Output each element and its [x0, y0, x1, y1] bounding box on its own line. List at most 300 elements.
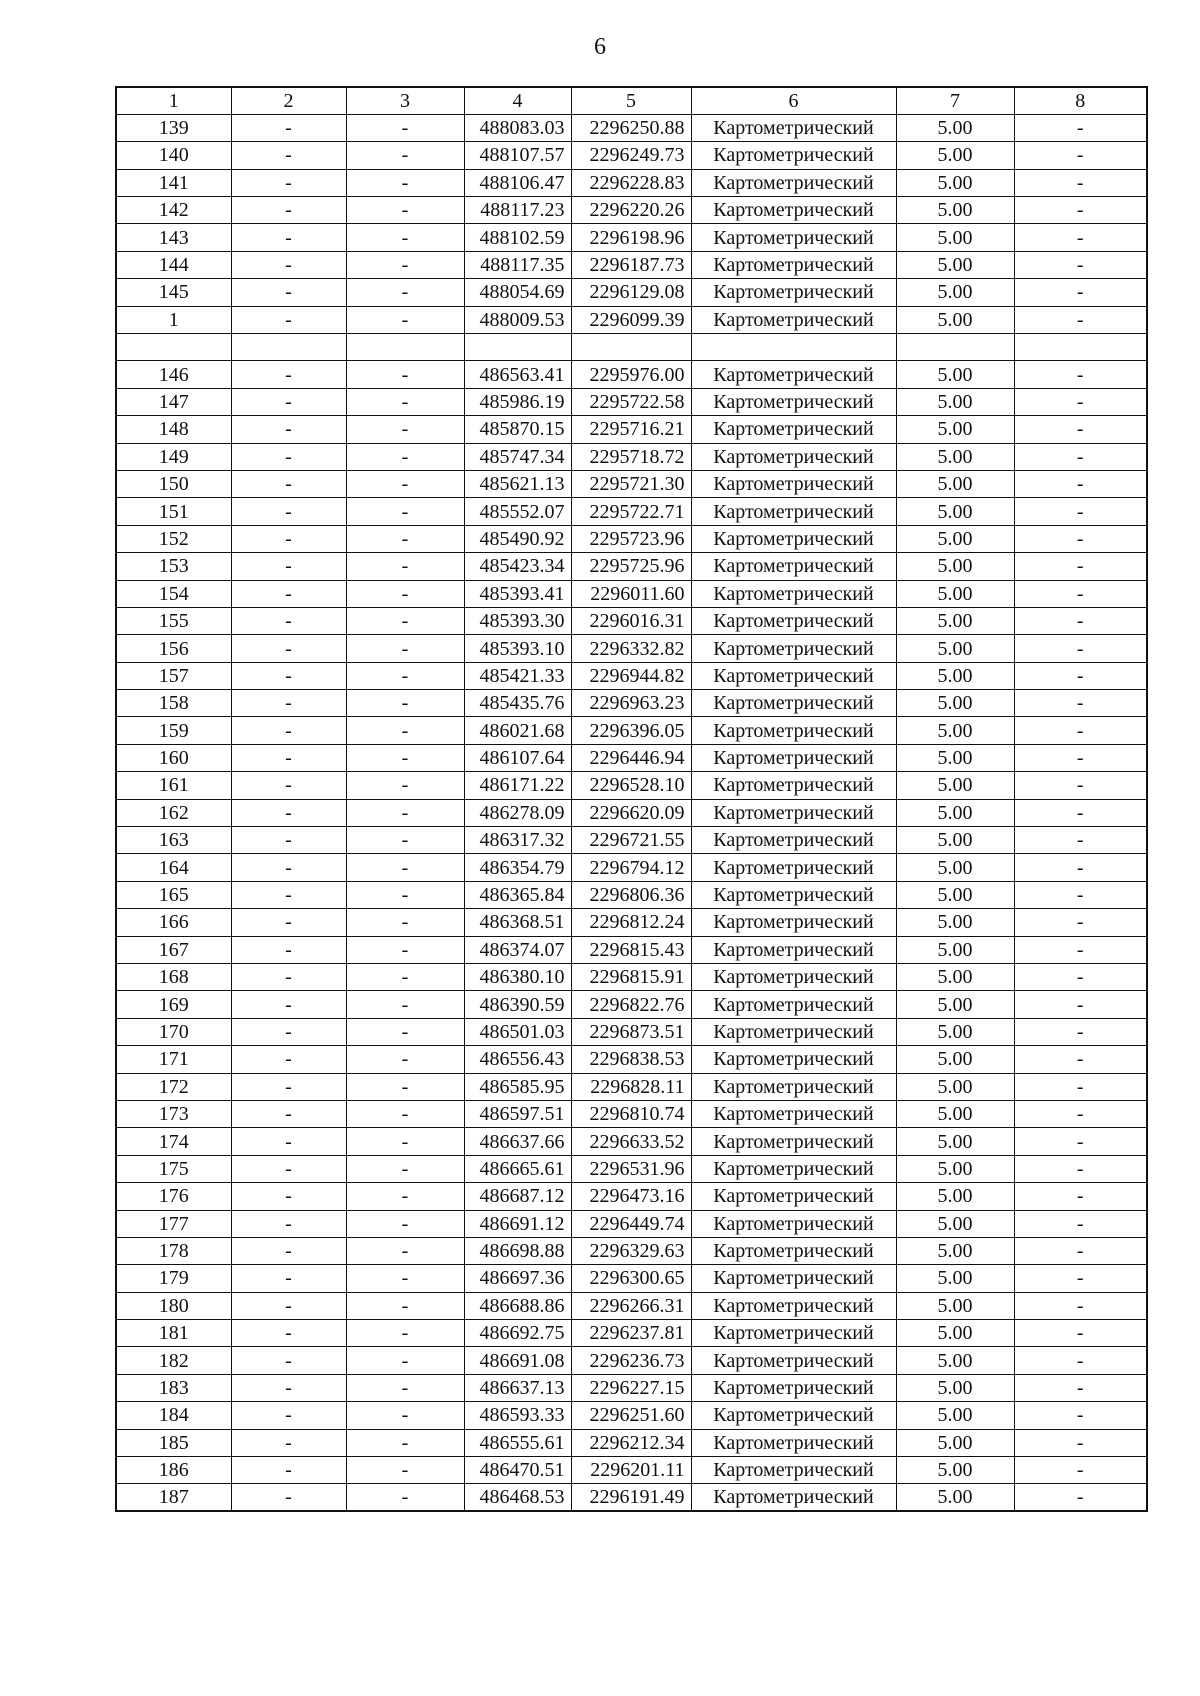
cell-col-2: -	[231, 1457, 346, 1484]
cell-point-number: 157	[116, 662, 231, 689]
header-cell-6: 6	[691, 87, 896, 114]
table-row	[116, 1265, 1147, 1292]
cell-method: Картометрический	[691, 909, 896, 936]
cell-coord-y: 2296099.39	[571, 306, 691, 333]
cell-col-2: -	[231, 580, 346, 607]
cell-accuracy: 5.00	[896, 607, 1014, 634]
cell-method: Картометрический	[691, 1484, 896, 1511]
table-row	[116, 854, 1147, 881]
cell-accuracy: 5.00	[896, 1402, 1014, 1429]
cell-coord-y: 2296016.31	[571, 607, 691, 634]
cell-coord-y: 2296531.96	[571, 1155, 691, 1182]
table-row	[116, 1100, 1147, 1127]
cell-coord-y: 2295723.96	[571, 525, 691, 552]
cell-point-number: 179	[116, 1265, 231, 1292]
cell-point-number: 169	[116, 991, 231, 1018]
cell-coord-x: 486691.12	[464, 1210, 571, 1237]
cell-col-8: -	[1014, 881, 1147, 908]
cell-accuracy: 5.00	[896, 553, 1014, 580]
cell-point-number: 143	[116, 224, 231, 251]
table-row	[116, 1347, 1147, 1374]
cell-accuracy: 5.00	[896, 881, 1014, 908]
cell-coord-y: 2296873.51	[571, 1018, 691, 1045]
cell-point-number: 155	[116, 607, 231, 634]
cell-method: Картометрический	[691, 991, 896, 1018]
header-cell-8: 8	[1014, 87, 1147, 114]
cell-accuracy: 5.00	[896, 443, 1014, 470]
table-row	[116, 1183, 1147, 1210]
cell-method: Картометрический	[691, 306, 896, 333]
cell-col-2: -	[231, 114, 346, 141]
table-row	[116, 991, 1147, 1018]
cell-point-number: 147	[116, 388, 231, 415]
cell-method: Картометрический	[691, 1402, 896, 1429]
cell-col-3: -	[346, 1320, 464, 1347]
cell-coord-y: 2295721.30	[571, 470, 691, 497]
cell-col-8: -	[1014, 662, 1147, 689]
cell-coord-x: 486691.08	[464, 1347, 571, 1374]
cell-col-3: -	[346, 1457, 464, 1484]
cell-coord-x: 488083.03	[464, 114, 571, 141]
cell-point-number: 182	[116, 1347, 231, 1374]
cell-point-number: 163	[116, 827, 231, 854]
cell-accuracy: 5.00	[896, 690, 1014, 717]
cell-coord-x: 486637.66	[464, 1128, 571, 1155]
cell-point-number: 180	[116, 1292, 231, 1319]
cell-accuracy: 5.00	[896, 635, 1014, 662]
cell-col-3: -	[346, 1046, 464, 1073]
cell-method: Картометрический	[691, 881, 896, 908]
cell-col-8: -	[1014, 1347, 1147, 1374]
cell-col-8: -	[1014, 1018, 1147, 1045]
cell-point-number: 171	[116, 1046, 231, 1073]
cell-point-number: 159	[116, 717, 231, 744]
cell-col-8: -	[1014, 717, 1147, 744]
cell-coord-y: 2296237.81	[571, 1320, 691, 1347]
cell-col-8: -	[1014, 306, 1147, 333]
cell-coord-y: 2295976.00	[571, 361, 691, 388]
cell-method: Картометрический	[691, 553, 896, 580]
cell-col-8: -	[1014, 279, 1147, 306]
cell-col-8: -	[1014, 388, 1147, 415]
cell-col-8: -	[1014, 1374, 1147, 1401]
cell-accuracy: 5.00	[896, 1484, 1014, 1511]
cell-coord-x: 485435.76	[464, 690, 571, 717]
cell-point-number: 1	[116, 306, 231, 333]
cell-coord-y: 2296806.36	[571, 881, 691, 908]
table-row	[116, 142, 1147, 169]
cell-method: Картометрический	[691, 114, 896, 141]
cell-col-2: -	[231, 1183, 346, 1210]
cell-col-8: -	[1014, 114, 1147, 141]
cell-point-number: 146	[116, 361, 231, 388]
cell-col-2: -	[231, 224, 346, 251]
cell-coord-y: 2296129.08	[571, 279, 691, 306]
cell-method: Картометрический	[691, 799, 896, 826]
cell-col-2: -	[231, 1265, 346, 1292]
cell-point-number: 152	[116, 525, 231, 552]
cell-col-8: -	[1014, 1457, 1147, 1484]
table-row	[116, 443, 1147, 470]
cell-coord-x: 486593.33	[464, 1402, 571, 1429]
cell-coord-x	[464, 334, 571, 361]
cell-col-3	[346, 334, 464, 361]
cell-point-number: 160	[116, 744, 231, 771]
cell-point-number: 153	[116, 553, 231, 580]
cell-col-2: -	[231, 690, 346, 717]
table-row	[116, 717, 1147, 744]
cell-coord-x: 486665.61	[464, 1155, 571, 1182]
cell-col-2: -	[231, 443, 346, 470]
cell-col-8: -	[1014, 224, 1147, 251]
cell-coord-y: 2296212.34	[571, 1429, 691, 1456]
cell-point-number: 165	[116, 881, 231, 908]
table-row	[116, 197, 1147, 224]
cell-col-2: -	[231, 1292, 346, 1319]
cell-coord-y: 2296011.60	[571, 580, 691, 607]
cell-col-2: -	[231, 1402, 346, 1429]
table-row	[116, 1018, 1147, 1045]
table-row	[116, 1237, 1147, 1264]
cell-col-3: -	[346, 525, 464, 552]
cell-coord-x: 486698.88	[464, 1237, 571, 1264]
table-row	[116, 498, 1147, 525]
cell-coord-x: 486374.07	[464, 936, 571, 963]
cell-coord-y: 2296332.82	[571, 635, 691, 662]
cell-col-8: -	[1014, 416, 1147, 443]
cell-col-3: -	[346, 827, 464, 854]
cell-col-8: -	[1014, 991, 1147, 1018]
table-row	[116, 306, 1147, 333]
cell-col-3: -	[346, 635, 464, 662]
cell-col-8	[1014, 334, 1147, 361]
cell-accuracy: 5.00	[896, 1210, 1014, 1237]
cell-col-3: -	[346, 772, 464, 799]
cell-col-2: -	[231, 361, 346, 388]
cell-accuracy: 5.00	[896, 854, 1014, 881]
cell-col-3: -	[346, 279, 464, 306]
table-row	[116, 881, 1147, 908]
cell-coord-x: 488102.59	[464, 224, 571, 251]
cell-col-8: -	[1014, 635, 1147, 662]
cell-point-number: 173	[116, 1100, 231, 1127]
cell-col-8: -	[1014, 744, 1147, 771]
cell-col-8: -	[1014, 443, 1147, 470]
table-row	[116, 1320, 1147, 1347]
cell-col-3: -	[346, 744, 464, 771]
cell-coord-x: 485552.07	[464, 498, 571, 525]
cell-point-number: 164	[116, 854, 231, 881]
header-cell-4: 4	[464, 87, 571, 114]
cell-method: Картометрический	[691, 1265, 896, 1292]
cell-accuracy: 5.00	[896, 224, 1014, 251]
cell-col-2: -	[231, 662, 346, 689]
cell-coord-x: 485490.92	[464, 525, 571, 552]
table-row	[116, 1292, 1147, 1319]
cell-col-2: -	[231, 1128, 346, 1155]
cell-coord-y: 2296266.31	[571, 1292, 691, 1319]
cell-coord-x: 485621.13	[464, 470, 571, 497]
page-number: 6	[594, 34, 606, 60]
cell-col-2: -	[231, 279, 346, 306]
cell-point-number: 139	[116, 114, 231, 141]
cell-point-number: 176	[116, 1183, 231, 1210]
cell-point-number: 141	[116, 169, 231, 196]
cell-coord-x: 486597.51	[464, 1100, 571, 1127]
cell-point-number: 178	[116, 1237, 231, 1264]
cell-col-2: -	[231, 251, 346, 278]
cell-col-3: -	[346, 443, 464, 470]
cell-col-8: -	[1014, 1128, 1147, 1155]
table-row	[116, 1046, 1147, 1073]
cell-coord-x: 486556.43	[464, 1046, 571, 1073]
cell-coord-y: 2296227.15	[571, 1374, 691, 1401]
cell-coord-x: 486171.22	[464, 772, 571, 799]
cell-accuracy: 5.00	[896, 909, 1014, 936]
cell-accuracy: 5.00	[896, 1292, 1014, 1319]
cell-accuracy: 5.00	[896, 142, 1014, 169]
cell-coord-y: 2296963.23	[571, 690, 691, 717]
cell-col-8: -	[1014, 1100, 1147, 1127]
cell-col-2: -	[231, 1484, 346, 1511]
cell-coord-y: 2296329.63	[571, 1237, 691, 1264]
cell-col-8: -	[1014, 361, 1147, 388]
cell-col-3: -	[346, 251, 464, 278]
cell-col-3: -	[346, 1347, 464, 1374]
cell-col-3: -	[346, 1237, 464, 1264]
cell-coord-y: 2296944.82	[571, 662, 691, 689]
cell-coord-y: 2296220.26	[571, 197, 691, 224]
cell-method: Картометрический	[691, 470, 896, 497]
cell-coord-y: 2296633.52	[571, 1128, 691, 1155]
cell-point-number: 142	[116, 197, 231, 224]
cell-col-8: -	[1014, 690, 1147, 717]
cell-accuracy: 5.00	[896, 306, 1014, 333]
cell-method: Картометрический	[691, 690, 896, 717]
cell-coord-x: 485747.34	[464, 443, 571, 470]
table-row	[116, 251, 1147, 278]
cell-col-2: -	[231, 470, 346, 497]
cell-col-3: -	[346, 991, 464, 1018]
cell-method: Картометрический	[691, 607, 896, 634]
cell-coord-y: 2296815.91	[571, 964, 691, 991]
cell-coord-x: 486501.03	[464, 1018, 571, 1045]
cell-col-3: -	[346, 1292, 464, 1319]
cell-col-2: -	[231, 1100, 346, 1127]
cell-col-3: -	[346, 881, 464, 908]
cell-col-2: -	[231, 1374, 346, 1401]
cell-col-3: -	[346, 854, 464, 881]
cell-coord-x: 486380.10	[464, 964, 571, 991]
cell-col-2: -	[231, 1073, 346, 1100]
cell-coord-y: 2296228.83	[571, 169, 691, 196]
table-row	[116, 1374, 1147, 1401]
cell-col-2: -	[231, 1320, 346, 1347]
cell-col-2: -	[231, 799, 346, 826]
cell-col-3: -	[346, 662, 464, 689]
cell-coord-y: 2296822.76	[571, 991, 691, 1018]
cell-coord-x: 486688.86	[464, 1292, 571, 1319]
cell-col-2: -	[231, 197, 346, 224]
cell-accuracy: 5.00	[896, 1128, 1014, 1155]
cell-col-3: -	[346, 1018, 464, 1045]
cell-coord-y: 2296251.60	[571, 1402, 691, 1429]
table-row	[116, 936, 1147, 963]
cell-col-8: -	[1014, 799, 1147, 826]
cell-coord-y: 2296473.16	[571, 1183, 691, 1210]
cell-col-2: -	[231, 525, 346, 552]
cell-method: Картометрический	[691, 1128, 896, 1155]
cell-coord-x: 486585.95	[464, 1073, 571, 1100]
cell-accuracy: 5.00	[896, 936, 1014, 963]
cell-coord-x: 486365.84	[464, 881, 571, 908]
cell-method: Картометрический	[691, 1320, 896, 1347]
cell-point-number: 150	[116, 470, 231, 497]
cell-col-2: -	[231, 1347, 346, 1374]
cell-col-2: -	[231, 744, 346, 771]
cell-accuracy: 5.00	[896, 827, 1014, 854]
cell-coord-y: 2295716.21	[571, 416, 691, 443]
cell-col-2: -	[231, 416, 346, 443]
cell-col-3: -	[346, 553, 464, 580]
cell-col-2	[231, 334, 346, 361]
cell-col-2: -	[231, 1237, 346, 1264]
table-row	[116, 1429, 1147, 1456]
cell-coord-x: 486317.32	[464, 827, 571, 854]
cell-coord-y: 2296191.49	[571, 1484, 691, 1511]
cell-method: Картометрический	[691, 1457, 896, 1484]
cell-coord-y	[571, 334, 691, 361]
cell-col-2: -	[231, 635, 346, 662]
cell-accuracy: 5.00	[896, 1265, 1014, 1292]
cell-accuracy: 5.00	[896, 197, 1014, 224]
table-row	[116, 361, 1147, 388]
cell-col-8: -	[1014, 142, 1147, 169]
cell-accuracy: 5.00	[896, 169, 1014, 196]
cell-accuracy: 5.00	[896, 772, 1014, 799]
cell-method: Картометрический	[691, 580, 896, 607]
cell-method: Картометрический	[691, 662, 896, 689]
cell-col-8: -	[1014, 169, 1147, 196]
cell-method: Картометрический	[691, 251, 896, 278]
cell-coord-x: 486555.61	[464, 1429, 571, 1456]
cell-method: Картометрический	[691, 224, 896, 251]
cell-coord-y: 2296446.94	[571, 744, 691, 771]
table-row	[116, 1155, 1147, 1182]
cell-point-number: 162	[116, 799, 231, 826]
table-row	[116, 525, 1147, 552]
cell-col-2: -	[231, 1018, 346, 1045]
header-cell-1: 1	[116, 87, 231, 114]
cell-coord-x: 486354.79	[464, 854, 571, 881]
cell-coord-x: 488009.53	[464, 306, 571, 333]
cell-col-3: -	[346, 470, 464, 497]
cell-point-number: 170	[116, 1018, 231, 1045]
cell-col-2: -	[231, 306, 346, 333]
cell-col-8: -	[1014, 854, 1147, 881]
cell-col-2: -	[231, 909, 346, 936]
table-row	[116, 1073, 1147, 1100]
cell-col-3: -	[346, 1429, 464, 1456]
cell-col-2: -	[231, 964, 346, 991]
cell-method: Картометрический	[691, 525, 896, 552]
cell-col-3: -	[346, 361, 464, 388]
cell-col-8: -	[1014, 525, 1147, 552]
cell-coord-x: 488106.47	[464, 169, 571, 196]
cell-coord-y: 2296794.12	[571, 854, 691, 881]
table-row	[116, 744, 1147, 771]
cell-col-2: -	[231, 553, 346, 580]
cell-coord-x: 485393.30	[464, 607, 571, 634]
cell-coord-x: 485870.15	[464, 416, 571, 443]
cell-method: Картометрический	[691, 1073, 896, 1100]
cell-col-8: -	[1014, 1484, 1147, 1511]
cell-point-number: 172	[116, 1073, 231, 1100]
table-row	[116, 1128, 1147, 1155]
cell-col-8: -	[1014, 1292, 1147, 1319]
cell-coord-x: 488117.35	[464, 251, 571, 278]
cell-accuracy: 5.00	[896, 1073, 1014, 1100]
cell-point-number: 174	[116, 1128, 231, 1155]
cell-method: Картометрический	[691, 744, 896, 771]
table-row	[116, 964, 1147, 991]
header-cell-2: 2	[231, 87, 346, 114]
cell-accuracy: 5.00	[896, 1018, 1014, 1045]
cell-col-3: -	[346, 388, 464, 415]
cell-col-2: -	[231, 1046, 346, 1073]
cell-col-2: -	[231, 936, 346, 963]
cell-point-number: 175	[116, 1155, 231, 1182]
cell-point-number: 144	[116, 251, 231, 278]
cell-col-8: -	[1014, 553, 1147, 580]
cell-accuracy: 5.00	[896, 1183, 1014, 1210]
cell-col-3: -	[346, 1100, 464, 1127]
cell-coord-y: 2296187.73	[571, 251, 691, 278]
cell-point-number: 149	[116, 443, 231, 470]
cell-col-3: -	[346, 1484, 464, 1511]
cell-accuracy: 5.00	[896, 1046, 1014, 1073]
table-row	[116, 224, 1147, 251]
cell-col-8: -	[1014, 827, 1147, 854]
table-row	[116, 607, 1147, 634]
cell-method: Картометрический	[691, 1374, 896, 1401]
cell-coord-y: 2296249.73	[571, 142, 691, 169]
cell-coord-y: 2296236.73	[571, 1347, 691, 1374]
cell-coord-x: 486470.51	[464, 1457, 571, 1484]
cell-accuracy: 5.00	[896, 416, 1014, 443]
cell-method: Картометрический	[691, 964, 896, 991]
cell-coord-x: 485986.19	[464, 388, 571, 415]
cell-col-2: -	[231, 717, 346, 744]
cell-method	[691, 334, 896, 361]
table-row	[116, 580, 1147, 607]
cell-col-8: -	[1014, 936, 1147, 963]
cell-method: Картометрический	[691, 936, 896, 963]
cell-method: Картометрический	[691, 635, 896, 662]
cell-method: Картометрический	[691, 443, 896, 470]
cell-col-3: -	[346, 580, 464, 607]
cell-accuracy: 5.00	[896, 662, 1014, 689]
cell-method: Картометрический	[691, 772, 896, 799]
cell-coord-y: 2296201.11	[571, 1457, 691, 1484]
cell-method: Картометрический	[691, 1347, 896, 1374]
cell-coord-x: 486697.36	[464, 1265, 571, 1292]
cell-method: Картометрический	[691, 854, 896, 881]
cell-accuracy: 5.00	[896, 1429, 1014, 1456]
cell-col-8: -	[1014, 1046, 1147, 1073]
cell-col-2: -	[231, 827, 346, 854]
table-header-row	[116, 87, 1147, 114]
